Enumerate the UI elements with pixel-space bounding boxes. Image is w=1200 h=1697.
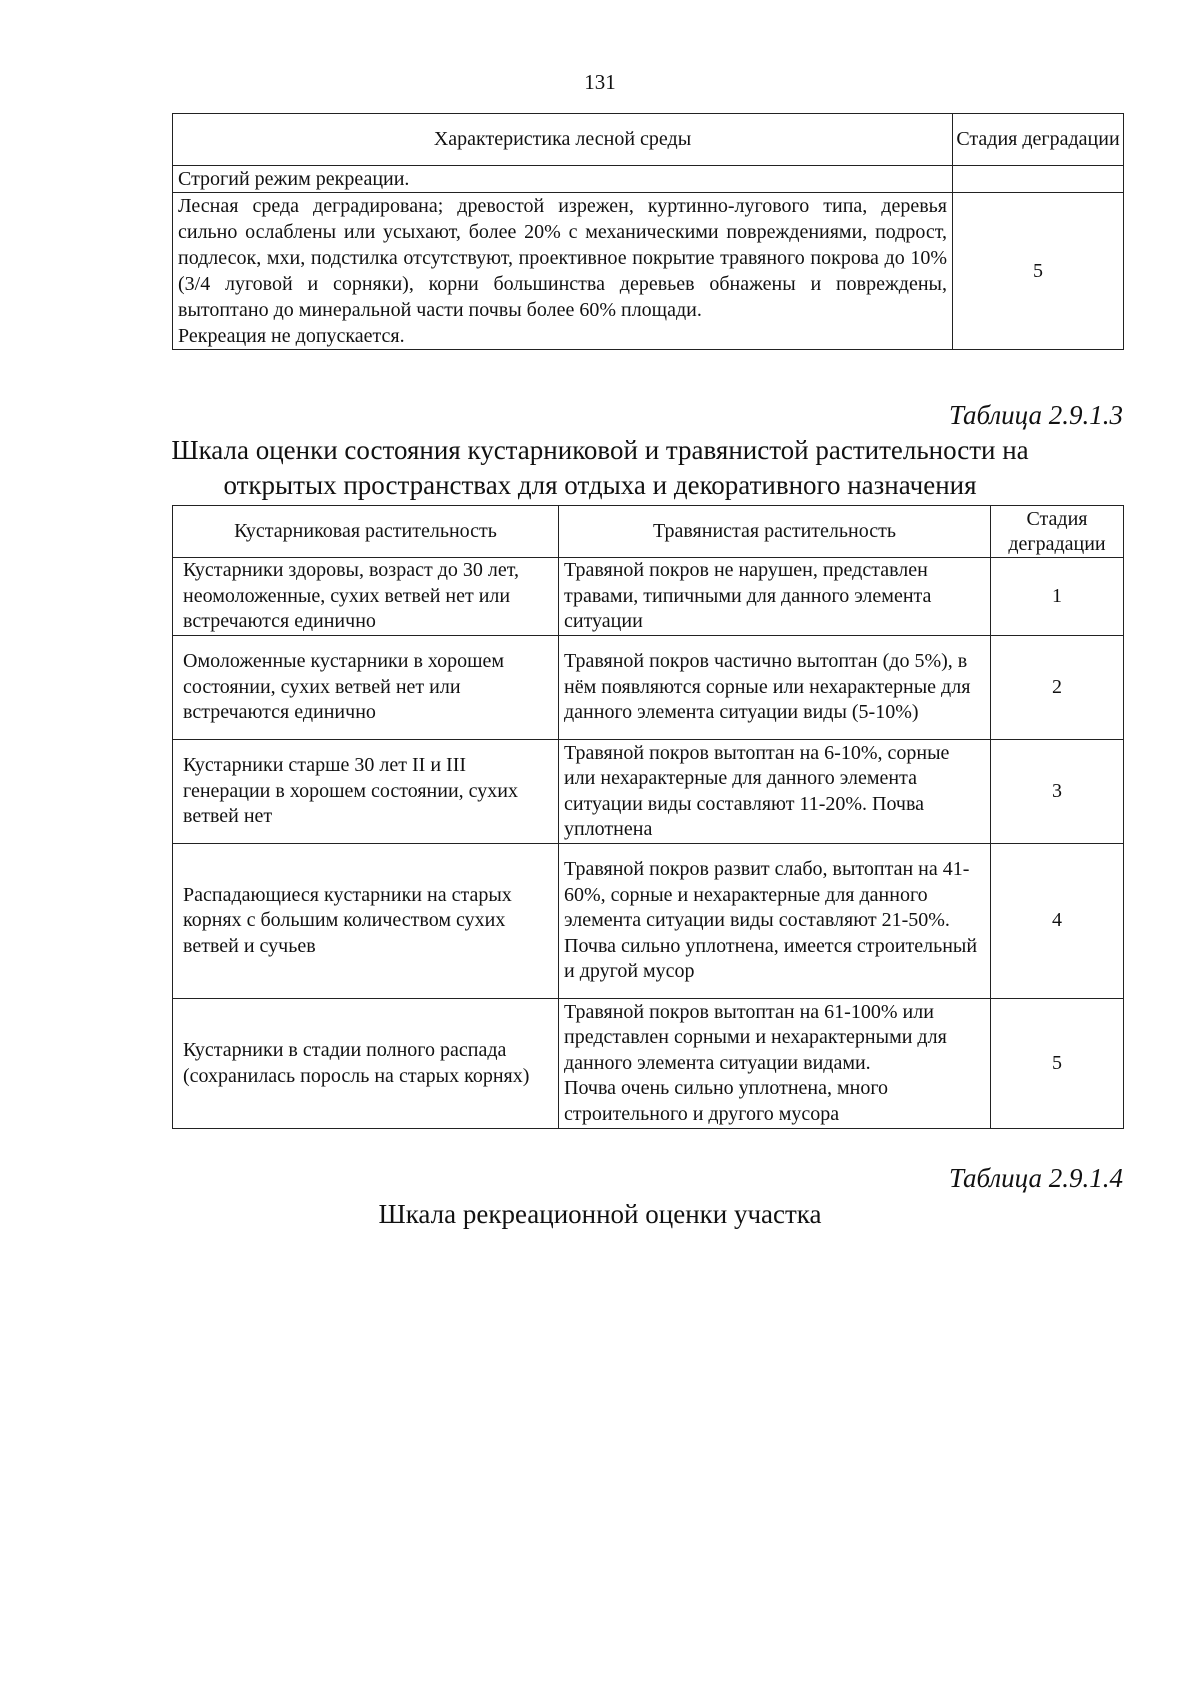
table-caption: Таблица 2.9.1.4 bbox=[948, 1163, 1123, 1193]
table-title-line: Шкала оценки состояния кустарниковой и травянистой растительности на bbox=[171, 435, 1029, 465]
table-row bbox=[173, 844, 1124, 999]
stage-cell: 2 bbox=[991, 636, 1124, 740]
grass-note: Почва очень сильно уплотнена, много строительного и другого мусора bbox=[564, 1077, 889, 1125]
table-title bbox=[150, 433, 1050, 503]
grass-cell bbox=[559, 999, 991, 1129]
shrub-cell: Распадающиеся кустарники на старых корнях с большим количеством сухих ветвей и сучьев bbox=[173, 844, 559, 999]
page-number: 131 bbox=[584, 70, 616, 94]
header-shrub: Кустарниковая растительность bbox=[173, 506, 559, 558]
table-row bbox=[173, 636, 1124, 740]
table-title: Шкала рекреационной оценки участка bbox=[378, 1199, 822, 1229]
grass-cell bbox=[559, 844, 991, 999]
table-header-row bbox=[173, 114, 1124, 166]
header-grass: Травянистая растительность bbox=[559, 506, 991, 558]
table-row bbox=[173, 558, 1124, 636]
table-row bbox=[173, 999, 1124, 1129]
shrub-cell: Кустарники старше 30 лет II и III генерации в хорошем состоянии, сухих ветвей нет bbox=[173, 740, 559, 844]
forest-degradation-table bbox=[172, 113, 1124, 350]
table-row bbox=[173, 740, 1124, 844]
table-row bbox=[173, 193, 1124, 350]
vegetation-scale-table bbox=[172, 505, 1124, 1129]
row-stage bbox=[953, 166, 1124, 193]
grass-text: Травяной покров развит слабо, вытоптан на 41-60%, сорные и нехарактерные для данного элемента ситуации виды составляют 21-50%. bbox=[564, 858, 970, 932]
row-text-cell bbox=[173, 193, 953, 350]
table-title-line: открытых пространствах для отдыха и декоративного назначения bbox=[223, 470, 977, 500]
row-note: Рекреация не допускается. bbox=[178, 325, 405, 347]
grass-text: Травяной покров вытоптан на 61-100% или представлен сорными и нехарактерными для данного элемента ситуации видами. bbox=[564, 1000, 947, 1074]
table-header-row bbox=[173, 506, 1124, 558]
row-text: Строгий режим рекреации. bbox=[173, 166, 953, 193]
stage-cell: 1 bbox=[991, 558, 1124, 636]
stage-cell: 4 bbox=[991, 844, 1124, 999]
header-characteristic: Характеристика лесной среды bbox=[173, 114, 953, 166]
header-stage: Стадия деградации bbox=[991, 506, 1124, 558]
stage-cell: 3 bbox=[991, 740, 1124, 844]
grass-cell: Травяной покров вытоптан на 6-10%, сорные или нехарактерные для данного элемента ситуации виды составляют 11-20%. Почва уплотнена bbox=[559, 740, 991, 844]
row-stage: 5 bbox=[953, 193, 1124, 350]
shrub-cell: Омоложенные кустарники в хорошем состоянии, сухих ветвей нет или встречаются единично bbox=[173, 636, 559, 740]
grass-note: Почва сильно уплотнена, имеется строительный и другой мусор bbox=[564, 934, 978, 983]
header-stage: Стадия деградации bbox=[953, 114, 1124, 166]
table-row bbox=[173, 166, 1124, 193]
shrub-cell: Кустарники здоровы, возраст до 30 лет, неомоложенные, сухих ветвей нет или встречаются единично bbox=[173, 558, 559, 636]
grass-cell: Травяной покров не нарушен, представлен травами, типичными для данного элемента ситуации bbox=[559, 558, 991, 636]
row-text: Лесная среда деградирована; древостой изрежен, куртинно-лугового типа, деревья сильно ослаблены или усыхают, более 20% с механическими повреждениями, подрост, подлесок, мхи, подстилка отсутствуют, проективное покрытие травяного покрова до 10% (3/4 луговой и сорняки), корни большинства деревьев обнажены и повреждены, вытоптано до минеральной части почвы более 60% площади. bbox=[178, 195, 947, 321]
shrub-cell: Кустарники в стадии полного распада (сохранилась поросль на старых корнях) bbox=[173, 999, 559, 1129]
table-caption: Таблица 2.9.1.3 bbox=[948, 400, 1123, 430]
grass-cell: Травяной покров частично вытоптан (до 5%), в нём появляются сорные или нехарактерные для данного элемента ситуации виды (5-10%) bbox=[559, 636, 991, 740]
stage-cell: 5 bbox=[991, 999, 1124, 1129]
